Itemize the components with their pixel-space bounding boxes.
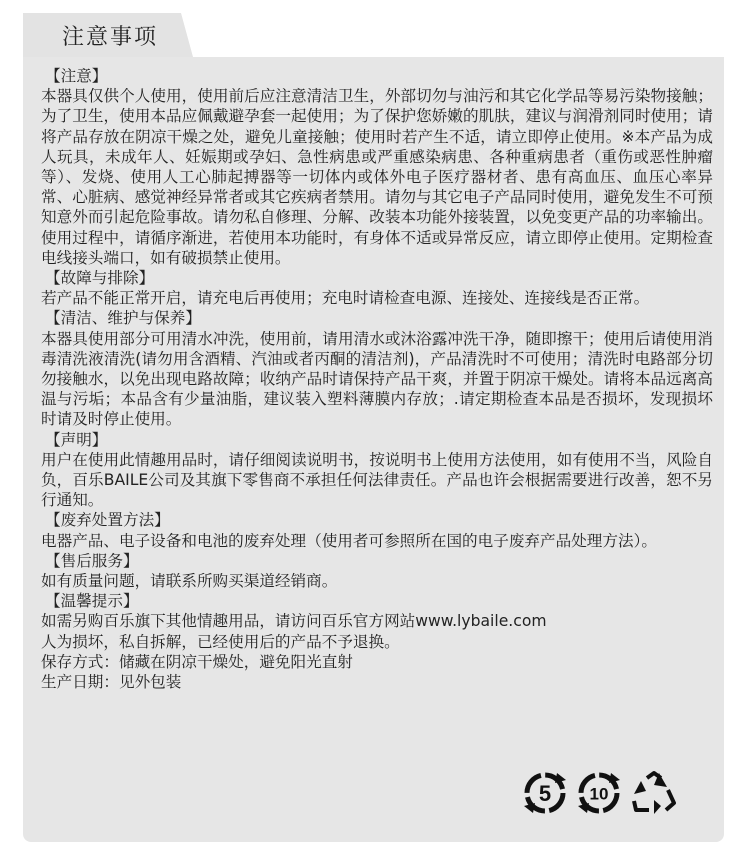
tips-line-storage: 保存方式：储藏在阴凉干燥处，避免阳光直射 xyxy=(41,652,353,671)
epup-5-number: 5 xyxy=(538,781,552,806)
section-tips xyxy=(41,591,713,692)
compliance-symbols xyxy=(522,770,678,816)
epup-10-number: 10 xyxy=(589,784,609,804)
section-paragraph: 本器具使用部分可用清水冲洗，使用前，请用清水或沐浴露冲洗干净，随即擦干；使用后请使用消毒清洗液清洗(请勿用含酒精、汽油或者丙酮的清洁剂)，产品清洗时不可使用；清洗时电路部分切勿接触水，以免出现电路故障；收纳产品时请保持产品干爽，并置于阴凉干燥处。请将本品远离高温与污垢；本品含有少量油脂，建议装入塑料薄膜内存放；.请定期检查本品是否损坏，发现损坏时请及时停止使用。 xyxy=(41,329,713,429)
epup-5-icon xyxy=(522,770,568,816)
content-body xyxy=(41,66,713,692)
section-paragraph: 如有质量问题，请联系所购买渠道经销商。 xyxy=(41,572,338,591)
section-statement xyxy=(41,430,713,511)
section-heading: 【售后服务】 xyxy=(45,551,139,570)
section-after-sales xyxy=(41,551,713,591)
tips-line-website: 如需另购百乐旗下其他情趣用品，请访问百乐官方网站www.lybaile.com xyxy=(41,612,547,631)
section-heading: 【清洁、维护与保养】 xyxy=(45,309,201,328)
epup-10-icon xyxy=(576,770,622,816)
section-troubleshooting xyxy=(41,268,713,308)
section-paragraph: 若产品不能正常开启，请充电后再使用；充电时请检查电源、连接处、连接线是否正常。 xyxy=(41,289,650,308)
tips-line-returns: 人为损坏，私自拆解，已经使用后的产品不予退换。 xyxy=(41,632,400,651)
section-heading: 【声明】 xyxy=(45,430,108,449)
section-cleaning xyxy=(41,308,713,429)
section-paragraph: 本器具仅供个人使用，使用前后应注意清洁卫生，外部切勿与油污和其它化学品等易污染物接触；为了卫生，使用本品应佩戴避孕套一起使用；为了保护您娇嫩的肌肤，建议与润滑剂同时使用；请将产品存放在阴凉干燥之处，避免儿童接触；使用时若产生不适，请立即停止使用。※本产品为成人玩具，未成年人、妊娠期或孕妇、急性病患或严重感染病患、各种重病患者（重伤或恶性肿瘤等）、发烧、使用人工心肺起搏器等一切体内或体外电子医疗器材者、患有高血压、血压心率异常、心脏病、感觉神经异常者或其它疾病者禁用。请勿与其它电子产品同时使用，避免发生不可预知意外而引起危险事故。请勿私自修理、分解、改装本功能外接装置，以免变更产品的功率输出。使用过程中，请循序渐进，若使用本功能时，有身体不适或异常反应，请立即停止使用。定期检查电线接头端口，如有破损禁止使用。 xyxy=(41,87,713,267)
section-paragraph: 电器产品、电子设备和电池的废弃处理（使用者可参照所在国的电子废弃产品处理方法）。 xyxy=(41,531,657,550)
section-disposal xyxy=(41,510,713,550)
page-title: 注意事项 xyxy=(62,25,159,50)
section-paragraph: 用户在使用此情趣用品时，请仔细阅读说明书，按说明书上使用方法使用，如有使用不当，风险自负，百乐BAILE公司及其旗下零售商不承担任何法律责任。产品也许会根据需要进行改善，恕不另行通知。 xyxy=(41,450,713,510)
section-heading: 【注意】 xyxy=(45,67,108,85)
section-heading: 【废弃处置方法】 xyxy=(45,511,170,530)
section-notice xyxy=(41,66,713,268)
section-heading: 【故障与排除】 xyxy=(45,269,155,288)
recycle-icon xyxy=(630,770,678,816)
tips-line-production-date: 生产日期：见外包装 xyxy=(41,673,182,692)
section-heading: 【温馨提示】 xyxy=(45,592,139,611)
